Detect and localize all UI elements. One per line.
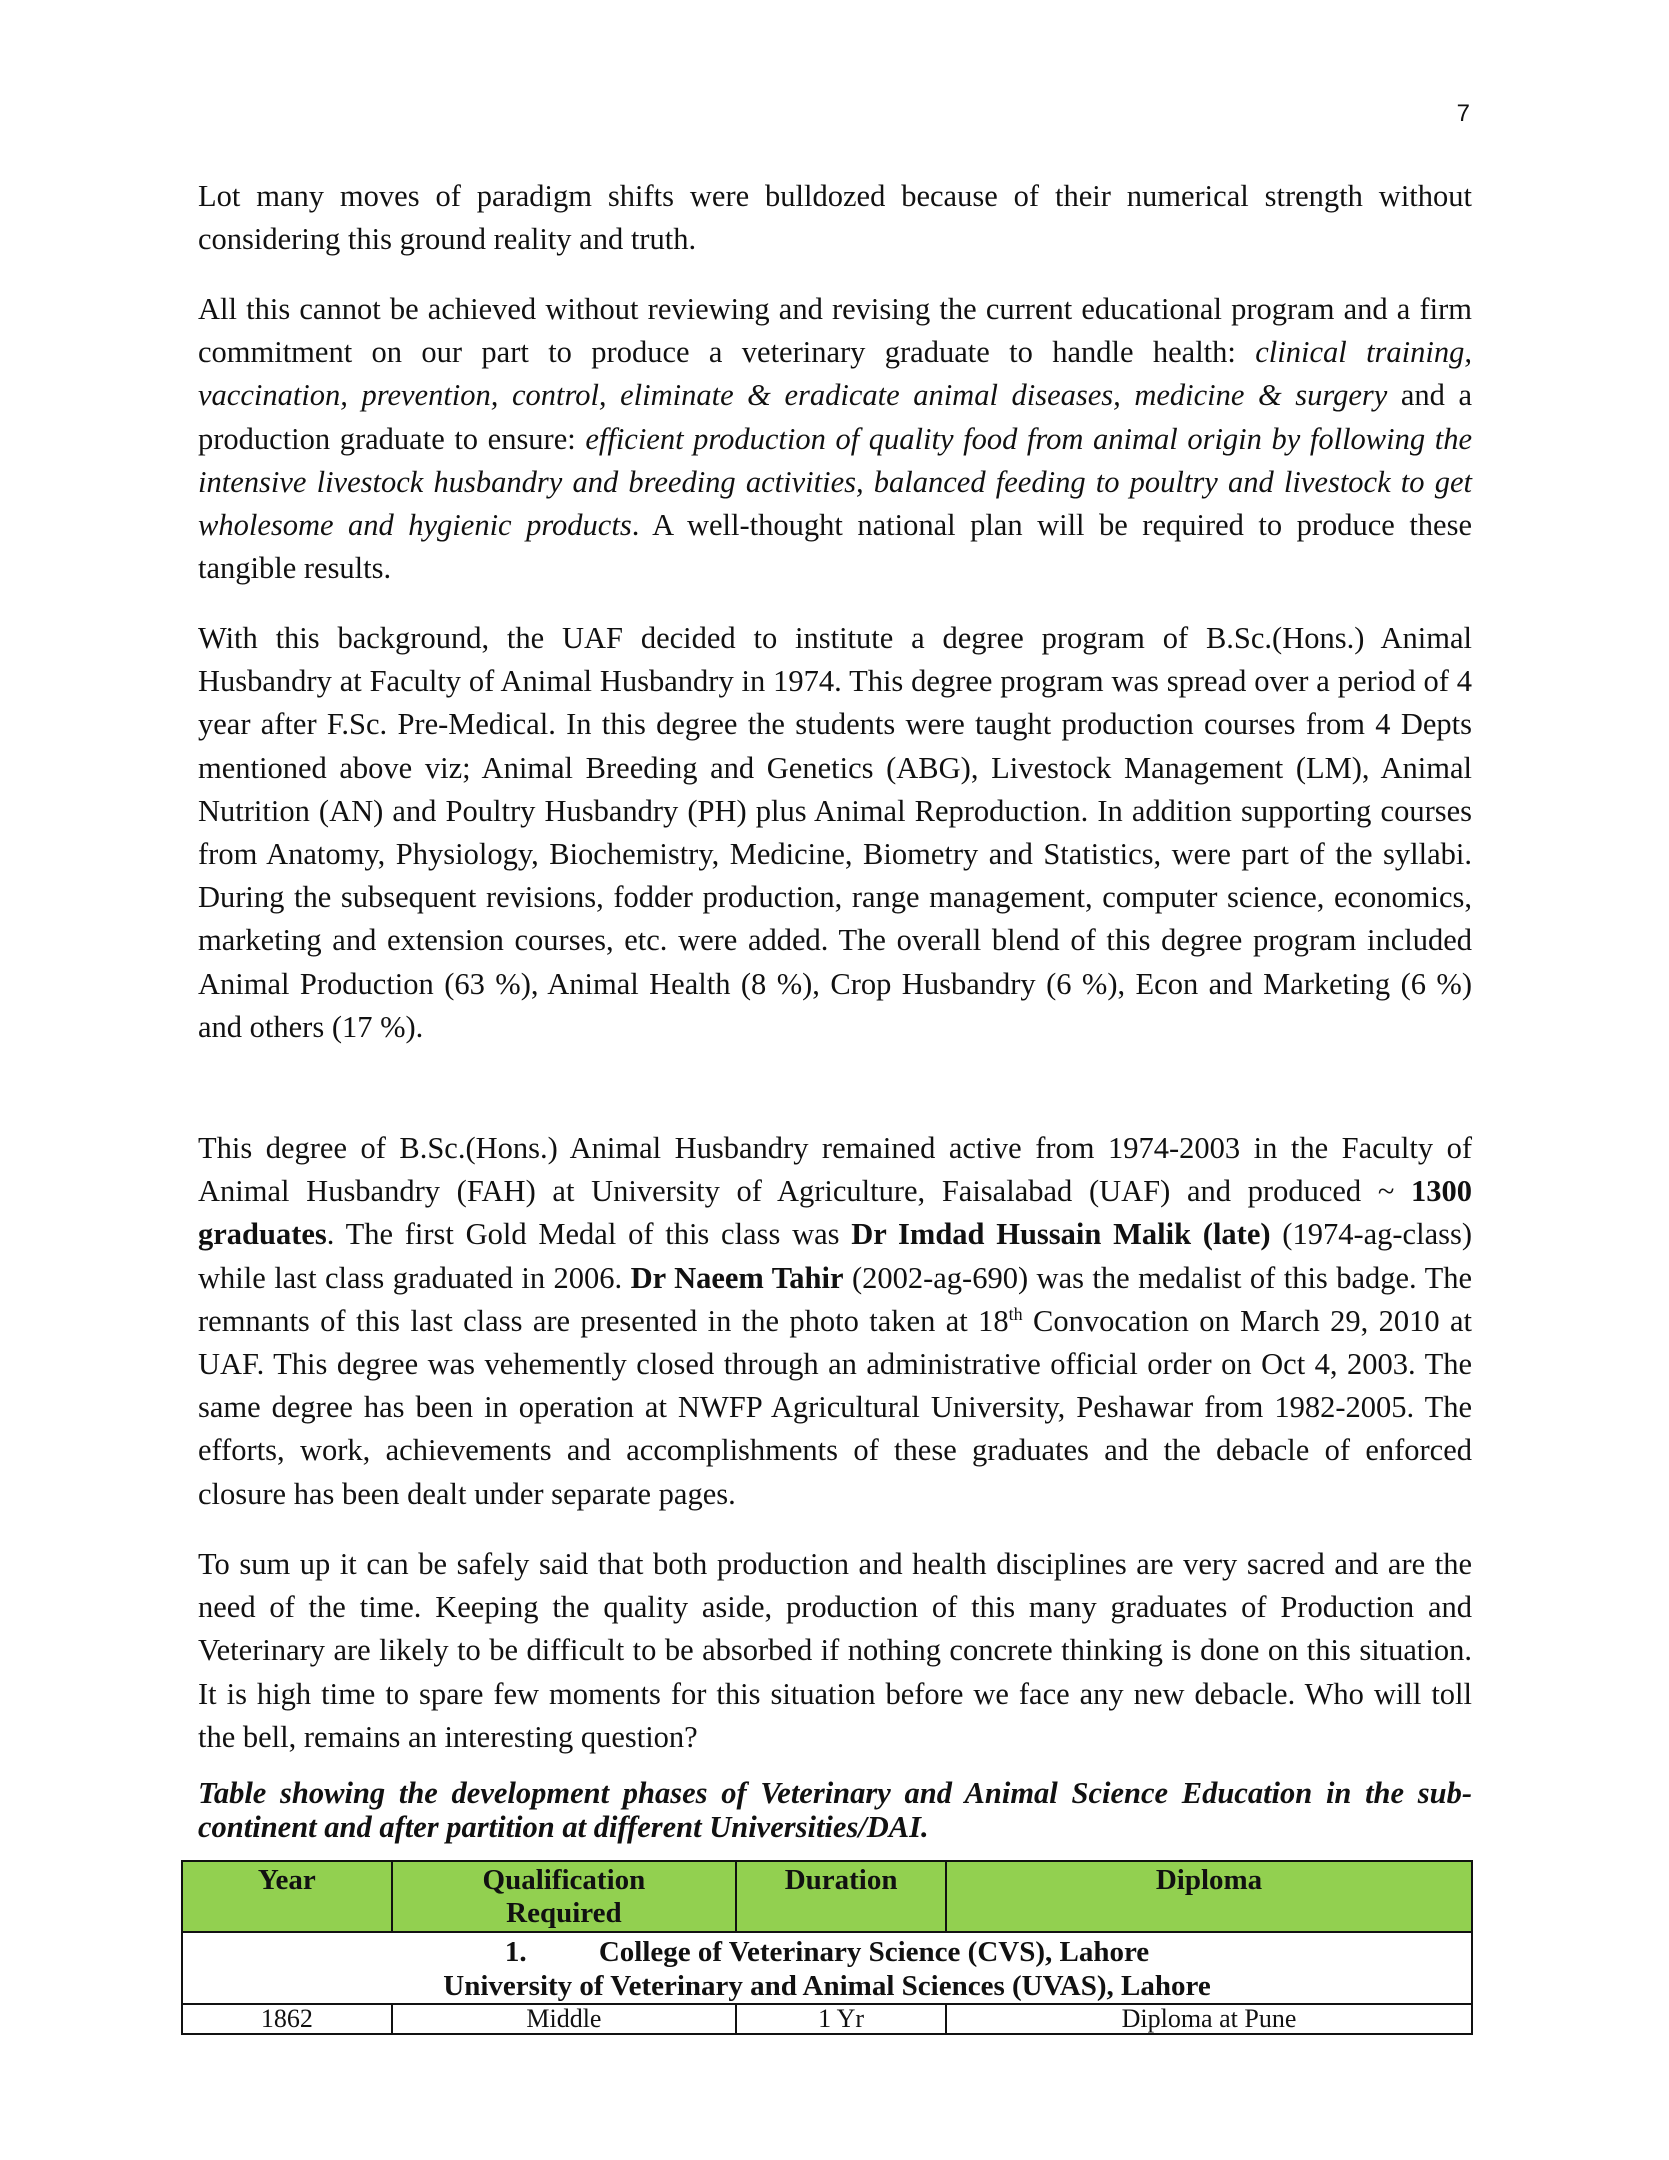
development-phases-table bbox=[181, 1860, 1473, 2035]
column-header-diploma: Diploma bbox=[946, 1861, 1472, 1932]
section-number: 1. bbox=[504, 1936, 527, 1968]
table-header-row bbox=[182, 1861, 1472, 1932]
section-title: College of Veterinary Science (CVS), Lahore bbox=[598, 1936, 1150, 1968]
text-segment: Dr Naeem Tahir bbox=[630, 1260, 844, 1295]
column-header-duration: Duration bbox=[736, 1861, 946, 1932]
text-segment: 1300 graduates bbox=[198, 1174, 1472, 1252]
text-segment: and a production graduate to ensure: bbox=[198, 378, 1472, 456]
paragraph bbox=[198, 1543, 1472, 1759]
cell-diploma: Diploma at Pune bbox=[946, 2004, 1472, 2034]
table-caption: Table showing the development phases of Veterinary and Animal Science Education in the sub-continent and after partition at different Universities/DAI. bbox=[198, 1776, 1472, 1844]
section-heading bbox=[182, 1932, 1472, 2004]
paragraph bbox=[198, 175, 1472, 261]
text-segment: (2002-ag-690) was the medalist of this badge. The remnants of this last class are presented in the photo taken at 18 bbox=[198, 1260, 1472, 1338]
section-subtitle: University of Veterinary and Animal Sciences (UVAS), Lahore bbox=[443, 1970, 1211, 2002]
text-segment: Lot many moves of paradigm shifts were bulldozed because of their numerical strength without considering this ground reality and truth. bbox=[198, 179, 1472, 257]
table-section-row bbox=[182, 1932, 1472, 2004]
column-header-qualification-label: Qualification Required bbox=[482, 1864, 646, 1929]
text-segment: th bbox=[1008, 1303, 1023, 1324]
cell-duration: 1 Yr bbox=[736, 2004, 946, 2034]
column-header-qualification bbox=[392, 1861, 737, 1932]
text-segment: efficient production of quality food from animal origin by following the intensive livestock husbandry and breeding activities, balanced feeding to poultry and livestock to get wholesome and hygienic products bbox=[198, 421, 1472, 543]
text-segment: Convocation on March 29, 2010 at UAF. This degree was vehemently closed through an administrative official order on Oct 4, 2003. The same degree has been in operation at NWFP Agricultural University, Peshawar from 1982-2005. The efforts, work, achievements and accomplishments of these graduates and the debacle of enforced closure has been dealt under separate pages. bbox=[198, 1303, 1472, 1511]
text-segment: To sum up it can be safely said that both production and health disciplines are very sacred and are the need of the time. Keeping the quality aside, production of this many graduates of Production and Veterinary are likely to be difficult to be absorbed if nothing concrete thinking is done on this situation. It is high time to spare few moments for this situation before we face any new debacle. Who will toll the bell, remains an interesting question? bbox=[198, 1547, 1472, 1754]
text-segment: Dr Imdad Hussain Malik (late) bbox=[851, 1217, 1271, 1252]
text-segment: This degree of B.Sc.(Hons.) Animal Husbandry remained active from 1974-2003 in the Faculty of Animal Husbandry (FAH) at University of Agriculture, Faisalabad (UAF) and produced ~ bbox=[198, 1131, 1472, 1209]
text-segment: All this cannot be achieved without reviewing and revising the current educational program and a firm commitment on our part to produce a veterinary graduate to handle health: bbox=[198, 292, 1472, 370]
table-row bbox=[182, 2004, 1472, 2034]
text-segment: . The first Gold Medal of this class was bbox=[326, 1217, 852, 1252]
column-header-year: Year bbox=[182, 1861, 392, 1932]
paragraph bbox=[198, 617, 1472, 1049]
paragraph bbox=[198, 288, 1472, 590]
text-segment: (1974-ag-class) while last class graduated in 2006. bbox=[198, 1217, 1472, 1295]
paragraph bbox=[198, 1127, 1472, 1516]
text-segment: . A well-thought national plan will be required to produce these tangible results. bbox=[198, 508, 1472, 586]
section-title-line bbox=[183, 1935, 1471, 1969]
page-number: 7 bbox=[1456, 100, 1470, 127]
cell-year: 1862 bbox=[182, 2004, 392, 2034]
cell-qualification: Middle bbox=[392, 2004, 737, 2034]
text-segment: With this background, the UAF decided to institute a degree program of B.Sc.(Hons.) Animal Husbandry at Faculty of Animal Husbandry in 1974. This degree program was spread over a period of 4 year after F.Sc. Pre-Medical. In this degree the students were taught production courses from 4 Depts mentioned above viz; Animal Breeding and Genetics (ABG), Livestock Management (LM), Animal Nutrition (AN) and Poultry Husbandry (PH) plus Animal Reproduction. In addition supporting courses from Anatomy, Physiology, Biochemistry, Medicine, Biometry and Statistics, were part of the syllabi. During the subsequent revisions, fodder production, range management, computer science, economics, marketing and extension courses, etc. were added. The overall blend of this degree program included Animal Production (63 %), Animal Health (8 %), Crop Husbandry (6 %), Econ and Marketing (6 %) and others (17 %). bbox=[198, 621, 1472, 1044]
text-segment: clinical training, vaccination, prevention, control, eliminate & eradicate animal diseases, medicine & surgery bbox=[198, 335, 1473, 413]
